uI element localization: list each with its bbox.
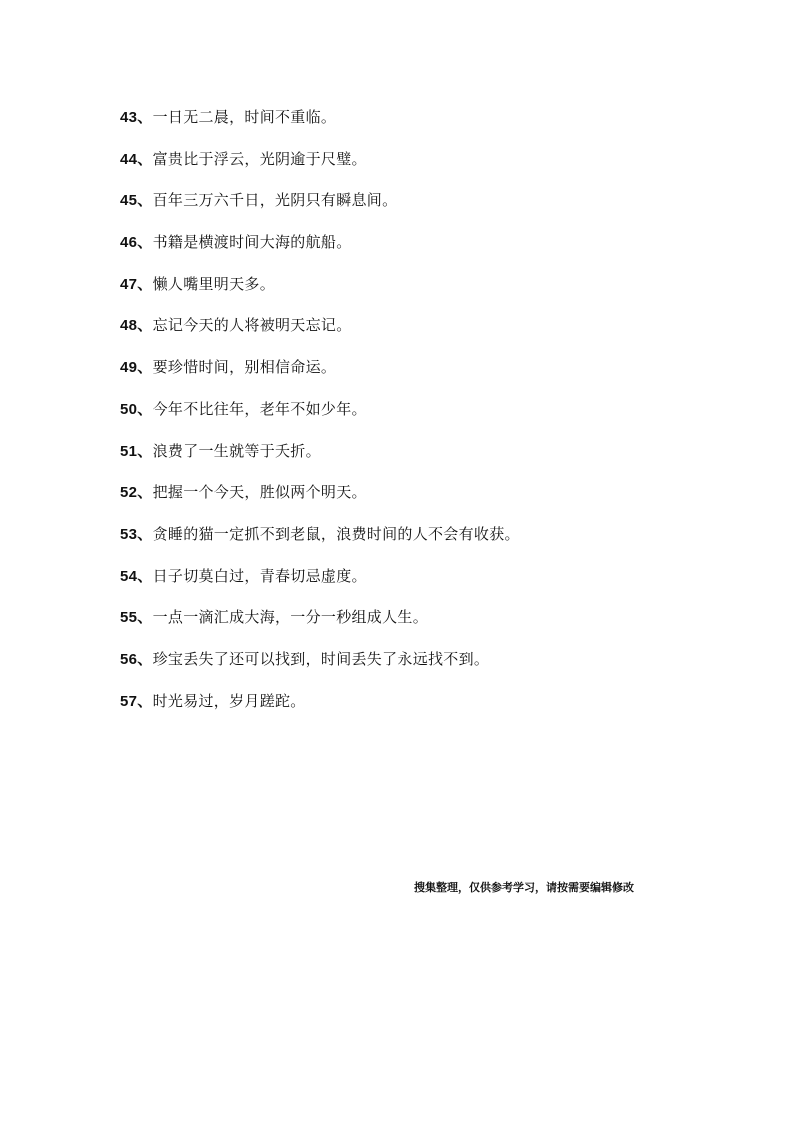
- item-number: 55、: [120, 609, 153, 627]
- list-item: [120, 440, 740, 482]
- item-number: 54、: [120, 567, 153, 585]
- item-number: 56、: [120, 650, 153, 668]
- item-text: 今年不比往年，老年不如少年。: [152, 399, 367, 418]
- list-item: [120, 523, 740, 565]
- item-text: 忘记今天的人将被明天忘记。: [152, 316, 352, 335]
- item-number: 44、: [120, 150, 153, 168]
- list-item: [120, 481, 740, 523]
- item-number: 43、: [120, 109, 153, 126]
- list-item: [120, 106, 740, 148]
- list-item: [120, 356, 740, 398]
- list-item: [120, 565, 740, 607]
- item-number: 45、: [120, 192, 153, 210]
- item-text: 珍宝丢失了还可以找到，时间丢失了永远找不到。: [152, 649, 490, 668]
- item-text: 浪费了一生就等于夭折。: [152, 441, 321, 460]
- quote-list: [120, 106, 740, 731]
- list-item: [120, 148, 740, 190]
- item-number: 46、: [120, 234, 153, 252]
- item-number: 53、: [120, 525, 153, 543]
- list-item: [120, 231, 740, 273]
- list-item: [120, 690, 740, 732]
- item-number: 48、: [120, 317, 153, 335]
- item-text: 书籍是横渡时间大海的航船。: [152, 233, 352, 252]
- list-item: [120, 314, 740, 356]
- list-item: [120, 273, 740, 315]
- item-text: 一日无二晨，时间不重临。: [152, 108, 337, 126]
- item-text: 一点一滴汇成大海，一分一秒组成人生。: [152, 608, 428, 627]
- item-text: 日子切莫白过，青春切忌虚度。: [152, 566, 367, 585]
- item-text: 要珍惜时间，别相信命运。: [152, 358, 337, 377]
- item-number: 52、: [120, 484, 153, 502]
- list-item: [120, 648, 740, 690]
- item-text: 把握一个今天，胜似两个明天。: [152, 483, 367, 502]
- item-text: 富贵比于浮云，光阴逾于尺璧。: [152, 149, 367, 168]
- item-number: 50、: [120, 400, 153, 418]
- list-item: [120, 398, 740, 440]
- item-number: 49、: [120, 359, 153, 377]
- list-item: [120, 606, 740, 648]
- item-number: 47、: [120, 275, 153, 293]
- item-text: 懒人嘴里明天多。: [152, 274, 275, 293]
- item-number: 51、: [120, 442, 153, 460]
- footer-note: 搜集整理，仅供参考学习，请按需要编辑修改: [414, 881, 634, 894]
- item-text: 时光易过，岁月蹉跎。: [152, 691, 306, 710]
- item-number: 57、: [120, 692, 153, 710]
- item-text: 百年三万六千日，光阴只有瞬息间。: [152, 191, 398, 210]
- list-item: [120, 189, 740, 231]
- item-text: 贪睡的猫一定抓不到老鼠，浪费时间的人不会有收获。: [152, 524, 520, 543]
